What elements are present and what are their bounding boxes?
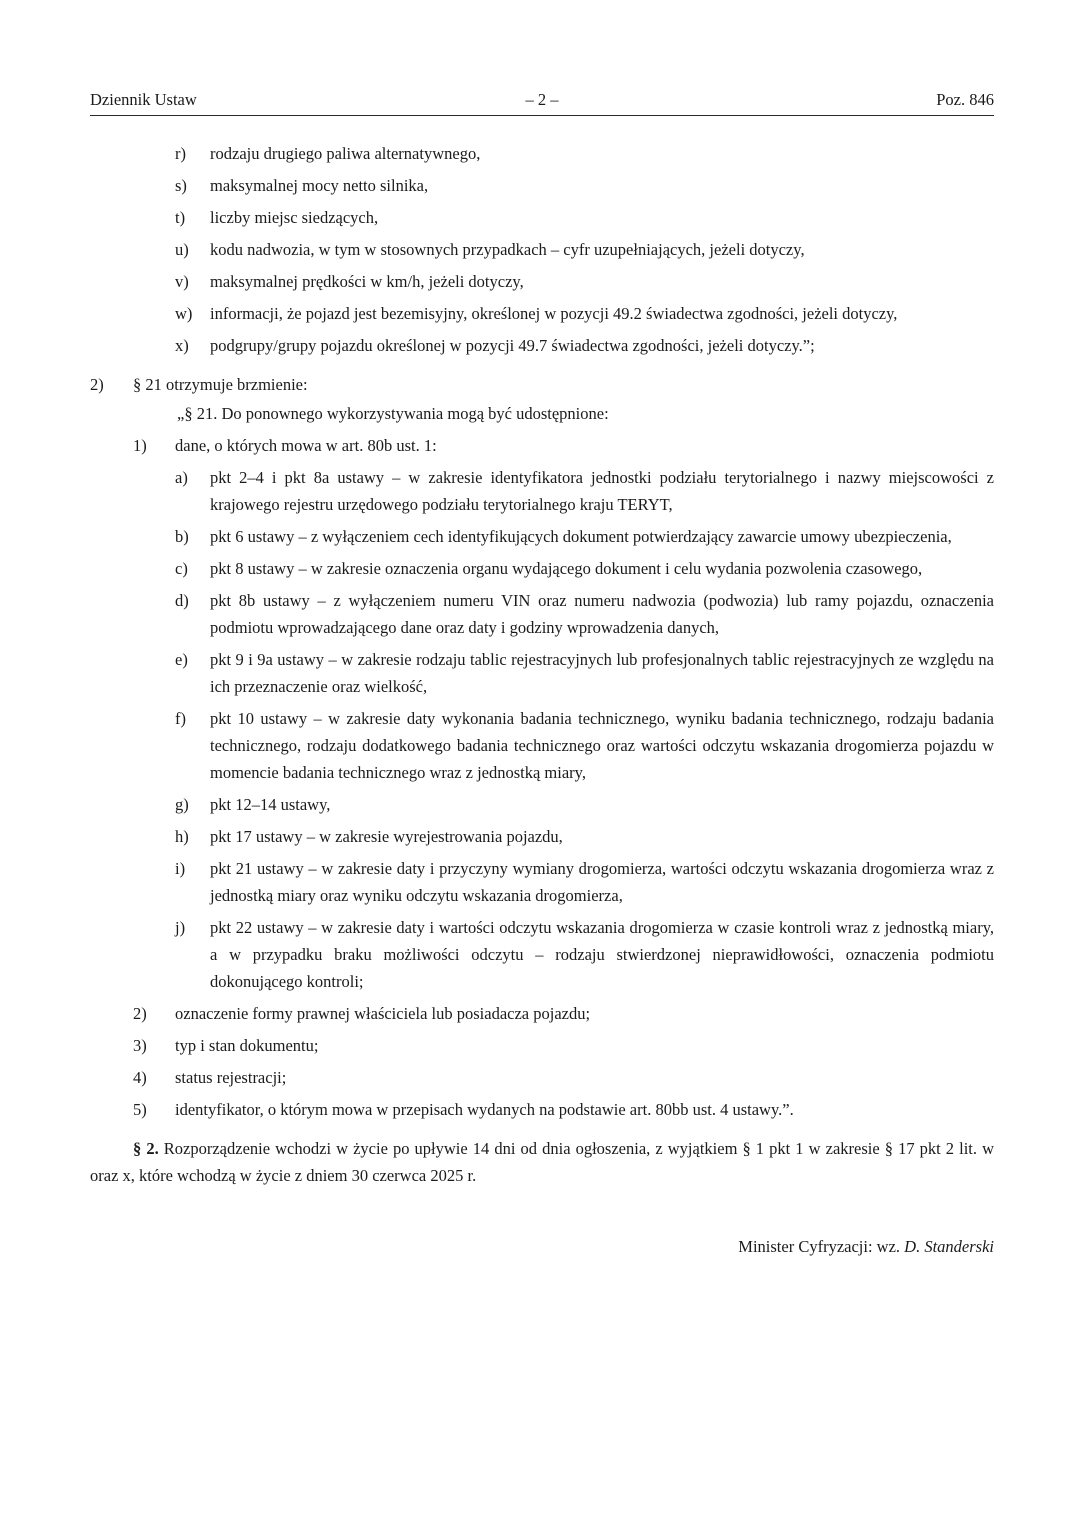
list-text: kodu nadwozia, w tym w stosownych przypadkach – cyfr uzupełniających, jeżeli dotyczy, bbox=[210, 240, 805, 259]
list-marker: t) bbox=[175, 208, 186, 227]
list-marker: 5) bbox=[133, 1100, 147, 1119]
list-marker: w) bbox=[175, 304, 193, 323]
list-item-point1 bbox=[90, 432, 994, 459]
list-item-v bbox=[90, 268, 994, 295]
list-text: maksymalnej prędkości w km/h, jeżeli dotyczy, bbox=[210, 272, 524, 291]
list-marker: j) bbox=[175, 918, 186, 937]
quoted-paragraph-intro: „§ 21. Do ponownego wykorzystywania mogą być udostępnione: bbox=[177, 404, 609, 423]
list-marker: i) bbox=[175, 859, 186, 878]
list-marker: c) bbox=[175, 559, 188, 578]
list-marker: g) bbox=[175, 795, 189, 814]
list-marker: 3) bbox=[133, 1036, 147, 1055]
list-item-b bbox=[90, 523, 994, 550]
list-text: informacji, że pojazd jest bezemisyjny, określonej w pozycji 49.2 świadectwa zgodności, jeżeli dotyczy, bbox=[210, 304, 898, 323]
list-item-tail-2 bbox=[90, 1000, 994, 1027]
list-text: liczby miejsc siedzących, bbox=[210, 208, 379, 227]
list-item-point2 bbox=[90, 371, 994, 398]
list-marker: 1) bbox=[133, 436, 147, 455]
list-text: podgrupy/grupy pojazdu określonej w pozycji 49.7 świadectwa zgodności, jeżeli dotyczy.”; bbox=[210, 336, 815, 355]
signature-title: Minister Cyfryzacji: wz. bbox=[738, 1237, 905, 1256]
list-text: pkt 10 ustawy – w zakresie daty wykonania badania technicznego, wyniku badania technicznego, rodzaju badania technicznego, rodzaju dodatkowego badania technicznego oraz wartości odczytu wskazania drogomierza pojazdu w momencie badania technicznego wraz z jednostką miary, bbox=[210, 709, 994, 782]
list-text: pkt 8b ustawy – z wyłączeniem numeru VIN oraz numeru nadwozia (podwozia) lub ramy pojazdu, oznaczenia podmiotu wprowadzającego dane oraz daty i godziny wprowadzenia danych, bbox=[210, 591, 994, 637]
list-marker: 4) bbox=[133, 1068, 147, 1087]
list-item-tail-3 bbox=[90, 1032, 994, 1059]
list-text: pkt 6 ustawy – z wyłączeniem cech identyfikujących dokument potwierdzający zawarcie umowy ubezpieczenia, bbox=[210, 527, 952, 546]
position-number: Poz. 846 bbox=[936, 90, 994, 109]
list-text: pkt 8 ustawy – w zakresie oznaczenia organu wydającego dokument i celu wydania pozwolenia czasowego, bbox=[210, 559, 923, 578]
list-item-f bbox=[90, 705, 994, 786]
list-text: pkt 2–4 i pkt 8a ustawy – w zakresie identyfikatora jednostki podziału terytorialnego i nazwy miejscowości z krajowego rejestru urzędowego podziału terytorialnego kraju TERYT, bbox=[210, 468, 994, 514]
list-text: pkt 12–14 ustawy, bbox=[210, 795, 331, 814]
list-marker: 2) bbox=[90, 375, 104, 394]
list-text: pkt 9 i 9a ustawy – w zakresie rodzaju tablic rejestracyjnych lub profesjonalnych tablic rejestracyjnych ze względu na ich przeznaczenie oraz wielkość, bbox=[210, 650, 994, 696]
list-text: pkt 21 ustawy – w zakresie daty i przyczyny wymiany drogomierza, wartości odczytu wskazania drogomierza wraz z jednostką miary oraz wyniku odczytu wskazania drogomierza, bbox=[210, 859, 994, 905]
page-number: – 2 – bbox=[525, 90, 559, 109]
list-marker: d) bbox=[175, 591, 189, 610]
section-2-text: Rozporządzenie wchodzi w życie po upływie 14 dni od dnia ogłoszenia, z wyjątkiem § 1 pkt 1 w zakresie § 17 pkt 2 lit. w oraz x, które wchodzą w życie z dniem 30 czerwca 2025 r. bbox=[90, 1139, 994, 1185]
list-item-a bbox=[90, 464, 994, 518]
list-text: oznaczenie formy prawnej właściciela lub posiadacza pojazdu; bbox=[175, 1004, 591, 1023]
signature-name: D. Standerski bbox=[904, 1237, 994, 1256]
list-marker: b) bbox=[175, 527, 189, 546]
list-text: pkt 17 ustawy – w zakresie wyrejestrowania pojazdu, bbox=[210, 827, 563, 846]
list-marker: a) bbox=[175, 468, 188, 487]
list-item-t bbox=[90, 204, 994, 231]
list-text: identyfikator, o którym mowa w przepisach wydanych na podstawie art. 80bb ust. 4 ustawy.”. bbox=[175, 1100, 794, 1119]
list-item-tail-5 bbox=[90, 1096, 994, 1123]
list-text: dane, o których mowa w art. 80b ust. 1: bbox=[175, 436, 437, 455]
list-item-g bbox=[90, 791, 994, 818]
list-item-i bbox=[90, 855, 994, 909]
list-marker: s) bbox=[175, 176, 187, 195]
list-item-h bbox=[90, 823, 994, 850]
list-item-w bbox=[90, 300, 994, 327]
list-text: status rejestracji; bbox=[175, 1068, 287, 1087]
list-text: maksymalnej mocy netto silnika, bbox=[210, 176, 429, 195]
list-marker: u) bbox=[175, 240, 189, 259]
list-item-d bbox=[90, 587, 994, 641]
list-item-x bbox=[90, 332, 994, 359]
list-text: § 21 otrzymuje brzmienie: bbox=[133, 375, 308, 394]
list-item-r bbox=[90, 140, 994, 167]
list-text: rodzaju drugiego paliwa alternatywnego, bbox=[210, 144, 481, 163]
list-item-tail-4 bbox=[90, 1064, 994, 1091]
list-marker: r) bbox=[175, 144, 186, 163]
list-item-e bbox=[90, 646, 994, 700]
list-text: typ i stan dokumentu; bbox=[175, 1036, 319, 1055]
list-marker: x) bbox=[175, 336, 189, 355]
list-text: pkt 22 ustawy – w zakresie daty i wartości odczytu wskazania drogomierza w czasie kontroli wraz z jednostką miary, a w przypadku braku możliwości odczytu – rodzaju stwierdzonej nieprawidłowości, oznaczenia podmiotu dokonującego kontroli; bbox=[210, 918, 994, 991]
list-item-s bbox=[90, 172, 994, 199]
section-2-paragraph bbox=[90, 1135, 994, 1189]
list-marker: v) bbox=[175, 272, 189, 291]
list-marker: f) bbox=[175, 709, 186, 728]
signature-line bbox=[90, 1233, 994, 1260]
list-marker: 2) bbox=[133, 1004, 147, 1023]
journal-title: Dziennik Ustaw bbox=[90, 90, 197, 109]
list-marker: e) bbox=[175, 650, 188, 669]
list-item-u bbox=[90, 236, 994, 263]
section-2-label: § 2. bbox=[133, 1139, 159, 1158]
page-header bbox=[90, 88, 994, 116]
list-item-j bbox=[90, 914, 994, 995]
list-item-c bbox=[90, 555, 994, 582]
list-marker: h) bbox=[175, 827, 189, 846]
